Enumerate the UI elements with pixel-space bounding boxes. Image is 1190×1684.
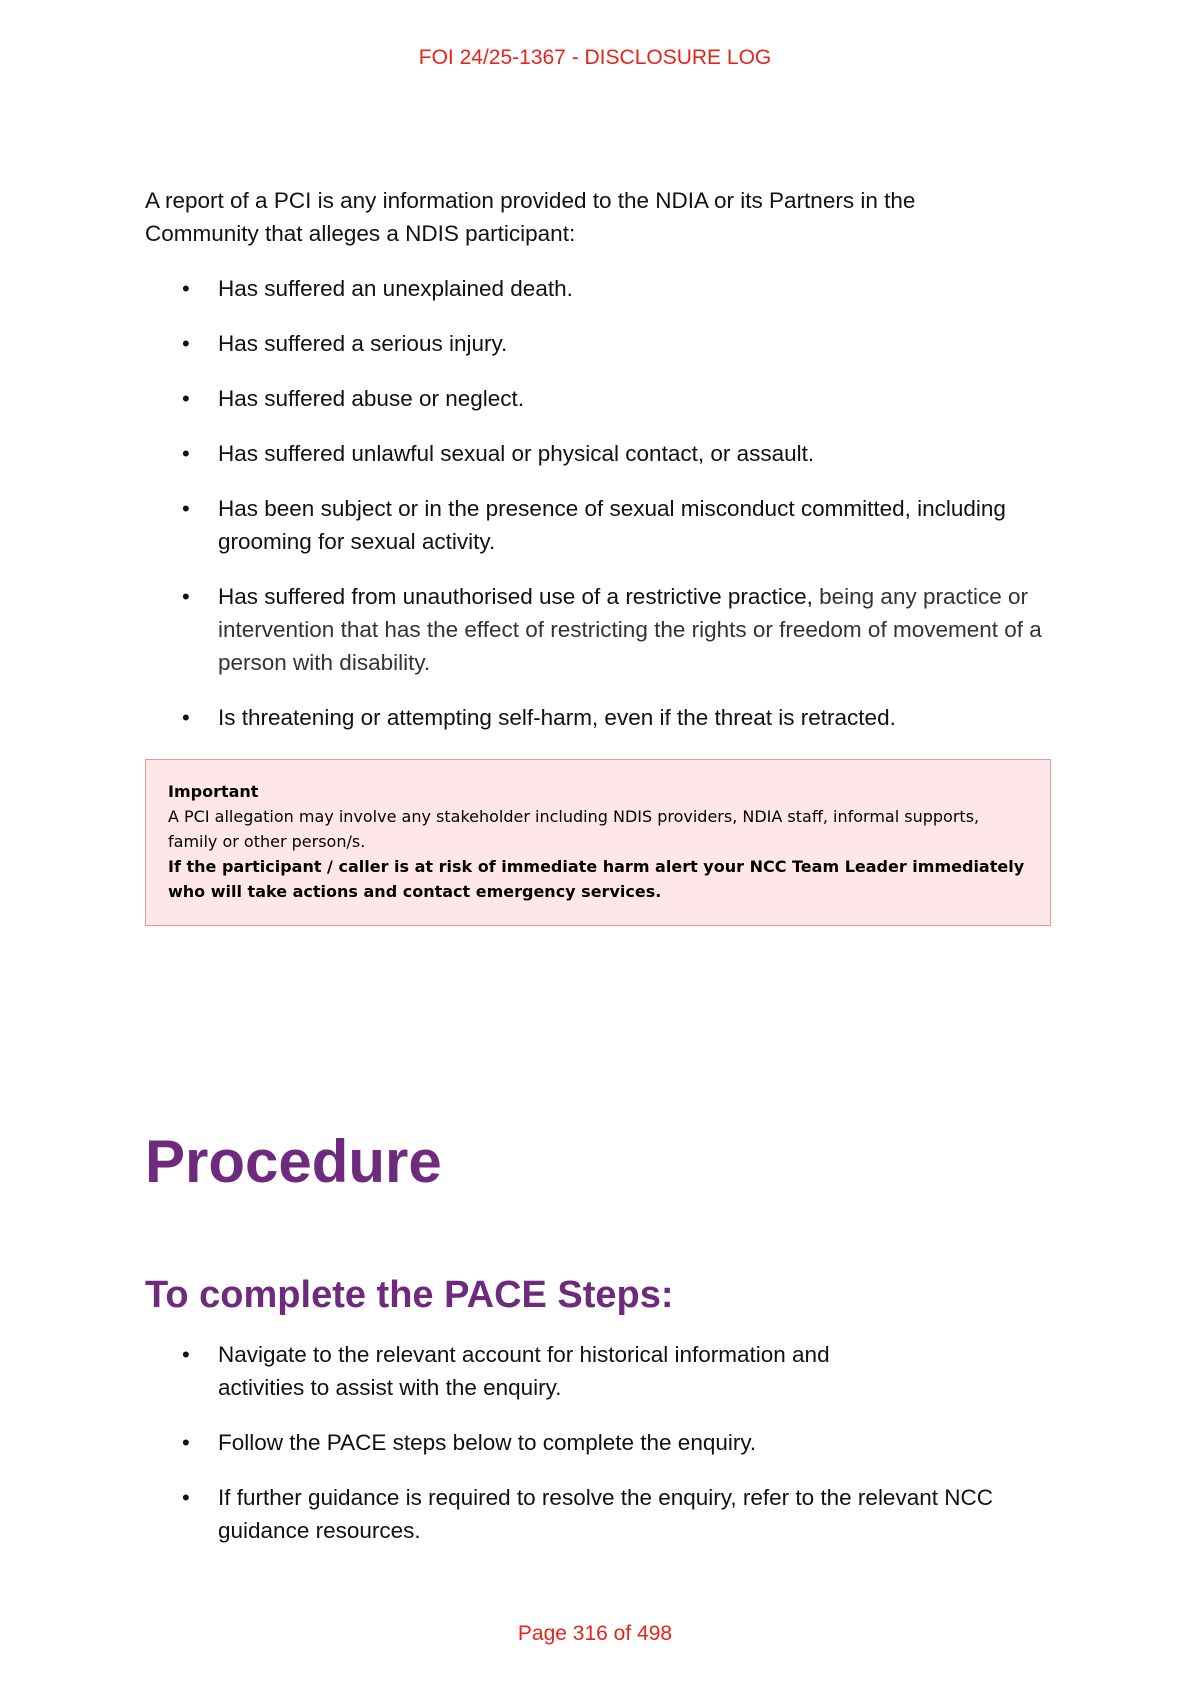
bullet-icon: • <box>182 1430 190 1455</box>
callout-title: Important <box>168 782 259 801</box>
list-item <box>145 580 1065 679</box>
bullet-icon: • <box>182 276 190 301</box>
list-item-text-continued: being any practice or intervention that has the effect of restricting the rights or freedom of movement of a person with disability. <box>218 584 1042 675</box>
list-item <box>145 492 1065 558</box>
pci-criteria-list <box>145 272 1065 756</box>
procedure-heading: Procedure <box>145 1128 442 1195</box>
list-item-text: Has suffered from unauthorised use of a restrictive practice, <box>218 584 813 609</box>
list-item-text: Follow the PACE steps below to complete the enquiry. <box>218 1430 757 1455</box>
list-item <box>145 1426 1065 1459</box>
callout-warning: If the participant / caller is at risk of immediate harm alert your NCC Team Leader immediately who will take actions and contact emergency services. <box>168 857 1025 901</box>
list-item <box>145 701 1065 734</box>
list-item-text: Has suffered unlawful sexual or physical contact, or assault. <box>218 441 815 466</box>
list-item-text: Has been subject or in the presence of sexual misconduct committed, including grooming for sexual activity. <box>218 496 1006 554</box>
bullet-icon: • <box>182 331 190 356</box>
bullet-icon: • <box>182 1342 190 1367</box>
page-number-footer: Page 316 of 498 <box>517 1622 673 1645</box>
bullet-icon: • <box>182 1485 190 1510</box>
list-item <box>145 1481 1065 1547</box>
list-item-text: Has suffered a serious injury. <box>218 331 508 356</box>
list-item-text: Has suffered abuse or neglect. <box>218 386 525 411</box>
list-item-text: Has suffered an unexplained death. <box>218 276 573 301</box>
list-item <box>145 272 1065 305</box>
bullet-icon: • <box>182 705 190 730</box>
bullet-icon: • <box>182 584 190 609</box>
bullet-icon: • <box>182 441 190 466</box>
intro-paragraph: A report of a PCI is any information provided to the NDIA or its Partners in the Community that alleges a NDIS participant: <box>145 188 916 246</box>
pace-steps-heading: To complete the PACE Steps: <box>145 1274 674 1316</box>
list-item <box>145 437 1065 470</box>
list-item-text: Is threatening or attempting self-harm, even if the threat is retracted. <box>218 705 896 730</box>
important-callout <box>145 759 1051 926</box>
bullet-icon: • <box>182 496 190 521</box>
list-item <box>145 327 1065 360</box>
list-item-text: If further guidance is required to resolve the enquiry, refer to the relevant NCC guidance resources. <box>218 1485 993 1543</box>
list-item <box>145 382 1065 415</box>
pace-steps-list <box>145 1338 1065 1569</box>
bullet-icon: • <box>182 386 190 411</box>
list-item <box>145 1338 1065 1404</box>
list-item-text: Navigate to the relevant account for historical information and activities to assist with the enquiry. <box>218 1342 830 1400</box>
disclosure-log-header: FOI 24/25-1367 - DISCLOSURE LOG <box>418 46 772 69</box>
callout-body: A PCI allegation may involve any stakeholder including NDIS providers, NDIA staff, informal supports, family or other person/s. <box>168 807 980 851</box>
